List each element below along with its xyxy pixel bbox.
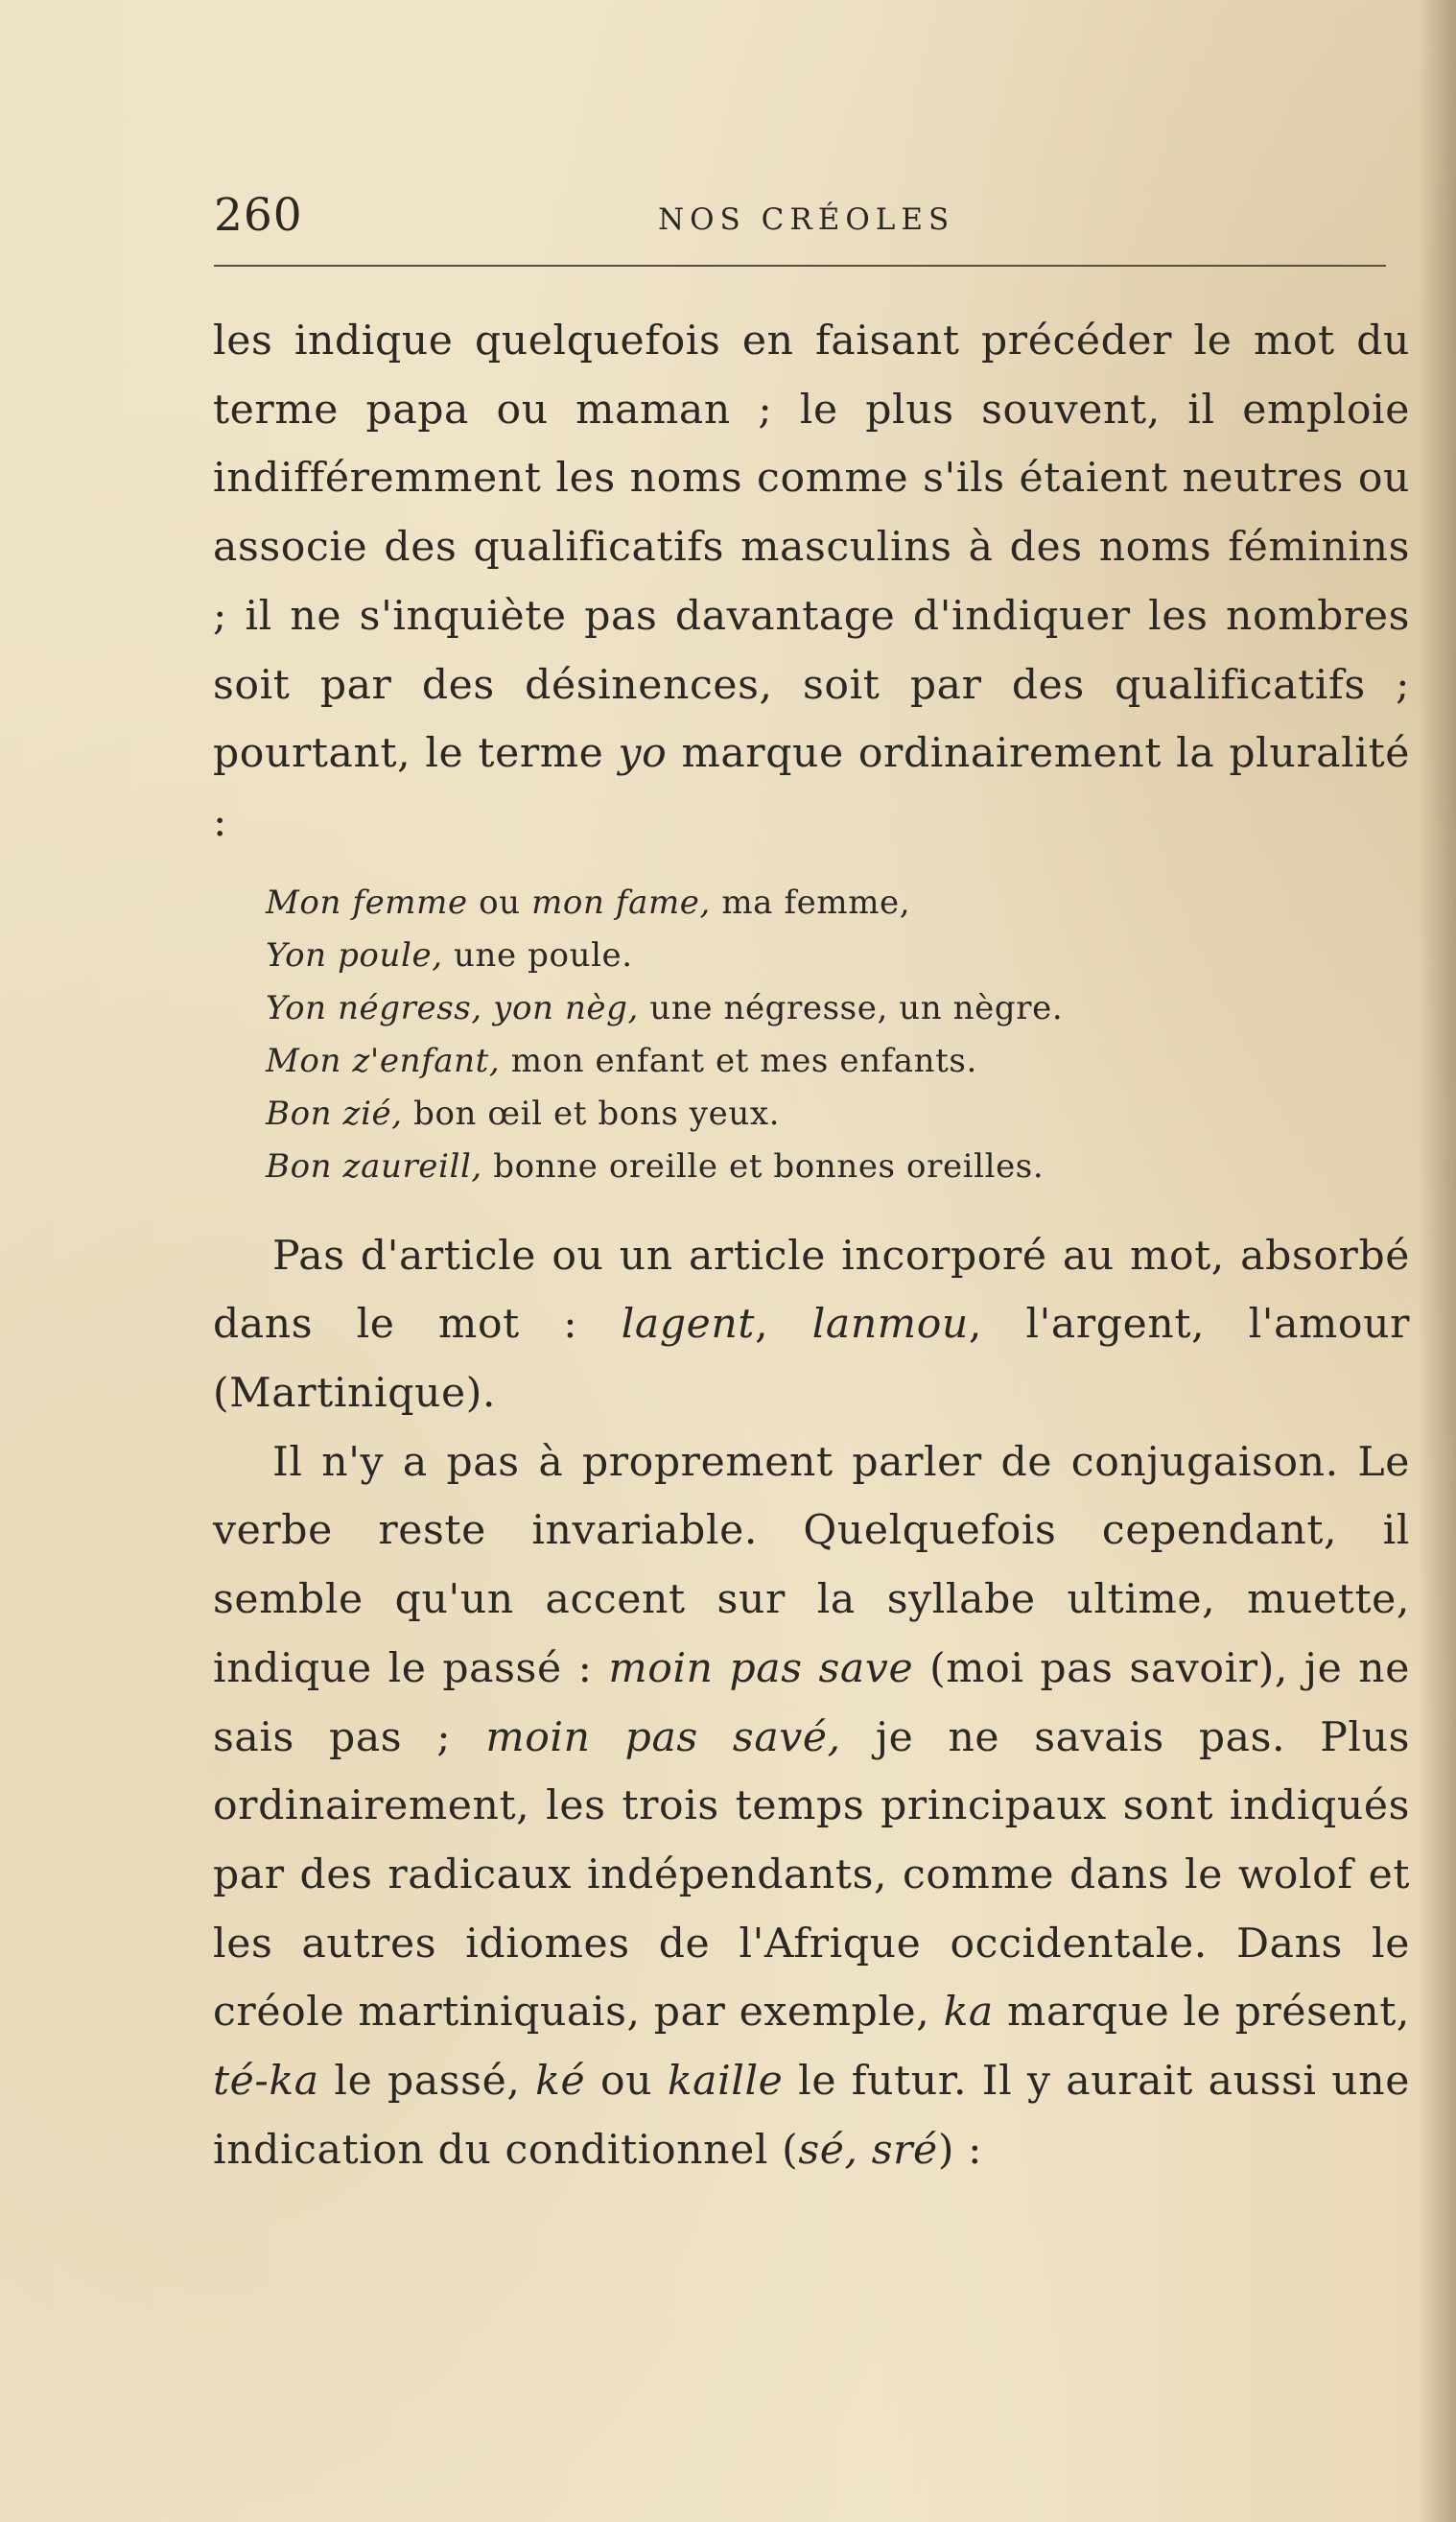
separator: , [755,1301,812,1349]
french-gloss: ma femme, [710,883,911,922]
term-sre: sré [871,2126,938,2174]
term-te-ka: té-ka [213,2058,319,2106]
paragraph-2 [213,1222,1410,1428]
term-lagent: lagent [621,1301,756,1349]
french-gloss: une poule. [442,935,633,975]
term-ka: ka [943,1989,994,2037]
example-joiner [482,989,493,1027]
example-line [266,982,1410,1035]
running-head [214,187,1386,254]
paragraph-2-lead: Pas d'article ou un article incorporé au mot, absorbé dans le mot : [213,1232,1410,1349]
example-moin-pas-save: moin pas save [608,1644,914,1692]
term-kaille: kaille [667,2058,784,2106]
paragraph-2-tail: , l'argent, l'amour (Martinique). [213,1301,1410,1418]
paragraph-1-tail: marque ordinairement la pluralité : [213,730,1411,846]
creole-form: Mon z'enfant, [266,1041,501,1080]
term-yo: yo [618,730,668,778]
french-gloss: une négresse, un nègre. [638,988,1064,1027]
paragraph-3-text: (moi pas savoir), je ne sais pas ; [213,1644,1410,1761]
paragraph-3-text: le futur. Il y aurait aussi une indication du conditionnel ( [213,2058,1410,2174]
creole-form: Bon zaureill, [266,1146,482,1186]
example-joiner: ou [467,883,532,922]
creole-form: Mon femme [266,883,468,922]
paragraph-1 [213,307,1410,858]
paragraph-3 [213,1428,1410,2185]
example-moin-pas-save-past: moin pas savé, [485,1713,841,1761]
french-gloss: mon enfant et mes enfants. [500,1041,977,1080]
french-gloss: bonne oreille et bonnes oreilles. [481,1146,1045,1186]
term-ke: ké [535,2058,586,2106]
paragraph-3-text [858,2127,872,2174]
page-number: 260 [214,189,303,242]
term-se: sé, [798,2126,858,2174]
paragraph-3-lead: Il n'y a pas à proprement parler de conjugaison. Le verbe reste invariable. Quelquefois cependant, il semble qu'un accent sur la syllabe ultime, muette, indique le passé : [213,1438,1410,1692]
paragraph-3-text: marque le présent, [993,1989,1410,2037]
example-line [266,1141,1410,1193]
french-gloss: bon œil et bons yeux. [402,1094,780,1133]
example-line [266,1035,1410,1088]
creole-form-alt: mon fame, [531,883,711,922]
body-text [213,307,1410,2184]
example-line [266,930,1410,982]
creole-form-alt: yon nèg, [493,988,639,1027]
creole-form: Bon zié, [266,1094,403,1133]
paragraph-3-text: ou [585,2058,668,2106]
term-lanmou: lanmou [811,1301,969,1349]
creole-form: Yon poule, [266,935,443,975]
paragraph-3-text: je ne savais pas. Plus ordinairement, les trois temps principaux sont indiqués par des radicaux indépendants, comme dans le wolof et les autres idiomes de l'Afrique occidentale. Dans le créole martiniquais, par exemple, [213,1713,1410,2037]
header-rule [214,265,1386,267]
paragraph-3-tail: ) : [937,2126,983,2174]
creole-form: Yon négress, [266,988,482,1027]
paragraph-3-text: le passé, [318,2058,536,2106]
page-edge-shadow [1418,0,1456,2522]
paragraph-1-text: les indique quelquefois en faisant précéder le mot du terme papa ou maman ; le plus souvent, il emploie indifféremment les noms comme s'ils étaient neutres ou associe des qualificatifs masculins à des noms féminins ; il ne s'inquiète pas davantage d'indiquer les nombres soit par des désinences, soit par des qualificatifs ; pourtant, le terme [213,318,1410,778]
example-line [266,877,1410,930]
creole-examples [266,877,1410,1193]
running-title: NOS CRÉOLES [658,202,955,237]
example-line [266,1088,1410,1141]
